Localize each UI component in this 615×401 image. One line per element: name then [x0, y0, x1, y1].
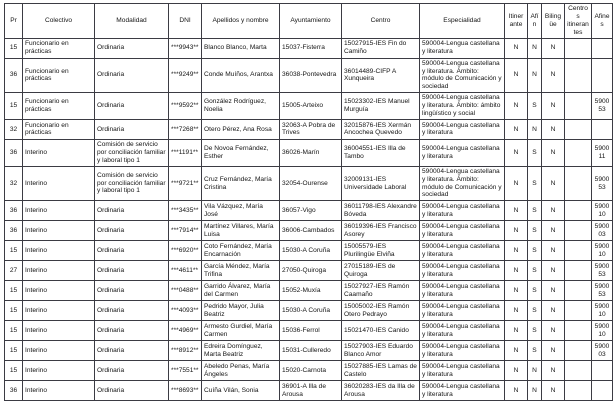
table-cell: Interino: [23, 201, 95, 221]
table-cell: 590004-Lengua castellana y literatura: [420, 301, 505, 321]
table-cell: 36: [5, 201, 23, 221]
table-cell: 15: [5, 361, 23, 381]
table-cell: 27015189-IES de Quiroga: [342, 261, 420, 281]
table-cell: 590004-Lengua castellana y literatura. Ámbito: módulo de Comunicación y sociedad: [420, 58, 505, 93]
table-cell: ***8912**: [169, 341, 202, 361]
table-cell: 15027885-IES Lamas de Castelo: [342, 361, 420, 381]
table-cell: Martínez Villares, María Luisa: [202, 221, 280, 241]
table-cell: 32: [5, 166, 23, 201]
table-cell: Interino: [23, 241, 95, 261]
table-cell: 15023302-IES Manuel Murguía: [342, 93, 420, 120]
table-cell: N: [505, 38, 528, 58]
table-cell: N: [542, 301, 565, 321]
table-cell: S: [528, 241, 542, 261]
table-cell: N: [542, 93, 565, 120]
table-cell: 590004-Lengua castellana y literatura: [420, 241, 505, 261]
table-cell: 590053: [592, 93, 613, 120]
table-row: [5, 381, 613, 401]
table-cell: 32015876-IES Xermán Ancochea Quevedo: [342, 119, 420, 139]
table-cell: S: [528, 261, 542, 281]
table-cell: ***6920**: [169, 241, 202, 261]
table-cell: 15005579-IES Plurilingüe Elviña: [342, 241, 420, 261]
table-cell: Interino: [23, 221, 95, 241]
table-cell: Comisión de servicio por conciliación familiar y laboral tipo 1: [95, 139, 169, 166]
table-cell: ***8693**: [169, 381, 202, 401]
table-cell: Ordinaria: [95, 241, 169, 261]
table-cell: N: [542, 139, 565, 166]
table-row: [5, 38, 613, 58]
table-cell: ***0488**: [169, 281, 202, 301]
table-cell: N: [528, 361, 542, 381]
table-cell: [565, 301, 592, 321]
table-cell: Ordinaria: [95, 201, 169, 221]
table-cell: 36006-Cambados: [280, 221, 342, 241]
table-row: [5, 281, 613, 301]
table-cell: N: [542, 281, 565, 301]
table-cell: Ordinaria: [95, 221, 169, 241]
table-cell: 36019396-IES Francisco Asorey: [342, 221, 420, 241]
table-cell: 36011798-IES Alexandre Bóveda: [342, 201, 420, 221]
table-cell: Funcionario en prácticas: [23, 58, 95, 93]
table-cell: Ordinaria: [95, 93, 169, 120]
table-cell: 27: [5, 261, 23, 281]
table-cell: Funcionario en prácticas: [23, 38, 95, 58]
table-cell: N: [542, 58, 565, 93]
column-header: Afines: [592, 4, 613, 39]
table-cell: N: [505, 321, 528, 341]
table-row: [5, 261, 613, 281]
table-cell: N: [505, 241, 528, 261]
table-cell: [565, 361, 592, 381]
table-cell: [565, 201, 592, 221]
table-cell: 36057-Vigo: [280, 201, 342, 221]
table-cell: 590003: [592, 341, 613, 361]
table-cell: 590004-Lengua castellana y literatura: [420, 139, 505, 166]
table-cell: N: [505, 166, 528, 201]
table-cell: 15: [5, 93, 23, 120]
table-cell: N: [542, 201, 565, 221]
table-cell: ***9249**: [169, 58, 202, 93]
table-cell: N: [542, 341, 565, 361]
table-cell: Otero Pérez, Ana Rosa: [202, 119, 280, 139]
table-cell: 36: [5, 221, 23, 241]
table-cell: 15021470-IES Canido: [342, 321, 420, 341]
table-cell: ***9721**: [169, 166, 202, 201]
table-cell: Ordinaria: [95, 361, 169, 381]
table-cell: 36901-A Illa de Arousa: [280, 381, 342, 401]
table-cell: Interino: [23, 301, 95, 321]
column-header: Modalidad: [95, 4, 169, 39]
table-cell: Garrido Álvarez, María del Carmen: [202, 281, 280, 301]
column-header: DNI: [169, 4, 202, 39]
table-cell: 15030-A Coruña: [280, 301, 342, 321]
table-cell: Pedrido Mayor, Julia Beatriz: [202, 301, 280, 321]
table-cell: 15: [5, 38, 23, 58]
table-cell: N: [505, 281, 528, 301]
table-cell: [565, 341, 592, 361]
table-cell: Ordinaria: [95, 38, 169, 58]
table-cell: N: [542, 221, 565, 241]
table-cell: 15: [5, 241, 23, 261]
table-cell: S: [528, 201, 542, 221]
table-cell: [592, 361, 613, 381]
table-cell: 590004-Lengua castellana y literatura: [420, 221, 505, 241]
table-cell: [565, 281, 592, 301]
column-header: Itinerante: [505, 4, 528, 39]
table-cell: 590004-Lengua castellana y literatura. Ámbito: ámbito lingüístico y social: [420, 93, 505, 120]
table-header-row: [5, 4, 613, 39]
table-cell: S: [528, 221, 542, 241]
table-cell: Interino: [23, 381, 95, 401]
table-cell: N: [542, 261, 565, 281]
table-cell: 27050-Quiroga: [280, 261, 342, 281]
table-cell: S: [528, 139, 542, 166]
table-cell: N: [505, 221, 528, 241]
table-cell: S: [528, 321, 542, 341]
table-cell: Ordinaria: [95, 321, 169, 341]
table-cell: [565, 261, 592, 281]
table-cell: Ordinaria: [95, 341, 169, 361]
table-cell: 15027927-IES Ramón Caamaño: [342, 281, 420, 301]
column-header: Colectivo: [23, 4, 95, 39]
table-cell: 15052-Muxía: [280, 281, 342, 301]
column-header: Bilingüe: [542, 4, 565, 39]
table-row: [5, 93, 613, 120]
table-cell: 590010: [592, 301, 613, 321]
table-cell: Ordinaria: [95, 381, 169, 401]
table-cell: ***7551**: [169, 361, 202, 381]
table-cell: 32054-Ourense: [280, 166, 342, 201]
table-cell: 15031-Culleredo: [280, 341, 342, 361]
table-row: [5, 301, 613, 321]
table-cell: 15005-Arteixo: [280, 93, 342, 120]
table-cell: 590011: [592, 139, 613, 166]
table-cell: Coto Fernández, María Encarnación: [202, 241, 280, 261]
table-cell: 590004-Lengua castellana y literatura: [420, 201, 505, 221]
table-cell: Vila Vázquez, María José: [202, 201, 280, 221]
staff-assignments-table: [4, 3, 613, 401]
table-cell: Comisión de servicio por conciliación familiar y laboral tipo 1: [95, 166, 169, 201]
table-cell: 590053: [592, 166, 613, 201]
table-cell: N: [542, 166, 565, 201]
table-cell: [565, 38, 592, 58]
column-header: Centros itinerantes: [565, 4, 592, 39]
column-header: Pr: [5, 4, 23, 39]
table-cell: [565, 58, 592, 93]
table-cell: Interino: [23, 139, 95, 166]
table-cell: ***4969**: [169, 321, 202, 341]
table-cell: [565, 119, 592, 139]
table-cell: N: [505, 139, 528, 166]
table-cell: 32063-A Pobra de Trives: [280, 119, 342, 139]
table-cell: Interino: [23, 321, 95, 341]
table-cell: N: [542, 361, 565, 381]
table-cell: 590004-Lengua castellana y literatura: [420, 281, 505, 301]
table-cell: 15: [5, 321, 23, 341]
column-header: Apellidos y nombre: [202, 4, 280, 39]
table-cell: ***3435**: [169, 201, 202, 221]
table-cell: S: [528, 341, 542, 361]
table-cell: 36020283-IES da Illa de Arousa: [342, 381, 420, 401]
table-cell: 590004-Lengua castellana y literatura: [420, 38, 505, 58]
table-cell: [592, 38, 613, 58]
table-cell: 590004-Lengua castellana y literatura: [420, 381, 505, 401]
table-cell: [592, 119, 613, 139]
table-cell: 590053: [592, 281, 613, 301]
table-cell: 36: [5, 139, 23, 166]
table-cell: N: [542, 241, 565, 261]
table-cell: [592, 58, 613, 93]
table-cell: 36014489-CIFP A Xunqueira: [342, 58, 420, 93]
table-cell: 15027903-IES Eduardo Blanco Amor: [342, 341, 420, 361]
table-cell: 36004551-IES Illa de Tambo: [342, 139, 420, 166]
table-cell: N: [505, 361, 528, 381]
table-row: [5, 341, 613, 361]
table-cell: [565, 321, 592, 341]
table-cell: ***1191**: [169, 139, 202, 166]
table-cell: N: [542, 38, 565, 58]
column-header: Centro: [342, 4, 420, 39]
table-cell: N: [528, 119, 542, 139]
table-cell: 15: [5, 281, 23, 301]
table-cell: N: [505, 341, 528, 361]
table-cell: Armesto Gurdiel, María Carmen: [202, 321, 280, 341]
table-cell: González Rodríguez, Noelia: [202, 93, 280, 120]
table-cell: N: [528, 381, 542, 401]
table-cell: N: [542, 381, 565, 401]
table-row: [5, 166, 613, 201]
table-cell: S: [528, 281, 542, 301]
table-cell: 36026-Marín: [280, 139, 342, 166]
table-cell: 590053: [592, 261, 613, 281]
table-row: [5, 119, 613, 139]
table-cell: Interino: [23, 166, 95, 201]
table-cell: Funcionario en prácticas: [23, 119, 95, 139]
table-row: [5, 221, 613, 241]
table-cell: N: [528, 58, 542, 93]
table-row: [5, 241, 613, 261]
table-cell: Funcionario en prácticas: [23, 93, 95, 120]
table-cell: 15005002-IES Ramón Otero Pedrayo: [342, 301, 420, 321]
table-cell: Cuíña Vilán, Sonia: [202, 381, 280, 401]
table-cell: N: [542, 321, 565, 341]
table-cell: N: [505, 93, 528, 120]
table-cell: 32: [5, 119, 23, 139]
table-cell: 590004-Lengua castellana y literatura: [420, 119, 505, 139]
table-cell: 15036-Ferrol: [280, 321, 342, 341]
table-cell: Ordinaria: [95, 261, 169, 281]
table-cell: N: [505, 261, 528, 281]
table-cell: ***7914**: [169, 221, 202, 241]
table-cell: Ordinaria: [95, 301, 169, 321]
table-cell: N: [505, 58, 528, 93]
table-cell: 36: [5, 58, 23, 93]
table-row: [5, 361, 613, 381]
table-cell: 36: [5, 381, 23, 401]
table-cell: Abeledo Penas, María Ángeles: [202, 361, 280, 381]
table-cell: S: [528, 301, 542, 321]
table-cell: 590004-Lengua castellana y literatura: [420, 361, 505, 381]
table-cell: 590004-Lengua castellana y literatura: [420, 261, 505, 281]
table-cell: 32009131-IES Universidade Laboral: [342, 166, 420, 201]
table-cell: N: [505, 381, 528, 401]
table-cell: N: [505, 201, 528, 221]
table-cell: [565, 139, 592, 166]
column-header: Especialidad: [420, 4, 505, 39]
table-cell: [565, 381, 592, 401]
table-cell: N: [528, 38, 542, 58]
table-cell: 15030-A Coruña: [280, 241, 342, 261]
table-cell: ***4093**: [169, 301, 202, 321]
table-row: [5, 201, 613, 221]
table-cell: 15020-Carnota: [280, 361, 342, 381]
table-cell: [565, 221, 592, 241]
table-cell: Ordinaria: [95, 119, 169, 139]
table-cell: García Méndez, María Trifina: [202, 261, 280, 281]
table-cell: Edreira Domínguez, Marta Beatriz: [202, 341, 280, 361]
table-cell: De Novoa Fernández, Esther: [202, 139, 280, 166]
table-row: [5, 139, 613, 166]
table-cell: N: [505, 301, 528, 321]
table-row: [5, 321, 613, 341]
table-cell: 590003: [592, 221, 613, 241]
table-cell: 590010: [592, 321, 613, 341]
table-cell: Interino: [23, 341, 95, 361]
table-cell: ***4611**: [169, 261, 202, 281]
column-header: Afín: [528, 4, 542, 39]
table-cell: 15027915-IES Fin do Camiño: [342, 38, 420, 58]
table-cell: 590010: [592, 241, 613, 261]
table-cell: [565, 241, 592, 261]
table-cell: 590004-Lengua castellana y literatura: [420, 341, 505, 361]
table-cell: Interino: [23, 261, 95, 281]
table-cell: 590004-Lengua castellana y literatura. Ámbito: módulo de Comunicación y sociedad: [420, 166, 505, 201]
table-cell: N: [542, 119, 565, 139]
table-cell: Interino: [23, 361, 95, 381]
table-cell: S: [528, 166, 542, 201]
table-cell: ***7268**: [169, 119, 202, 139]
table-cell: 590010: [592, 201, 613, 221]
column-header: Ayuntamiento: [280, 4, 342, 39]
table-cell: [592, 381, 613, 401]
table-cell: Conde Muíños, Arantxa: [202, 58, 280, 93]
table-cell: Ordinaria: [95, 281, 169, 301]
table-cell: ***9592**: [169, 93, 202, 120]
table-row: [5, 58, 613, 93]
table-cell: ***9943**: [169, 38, 202, 58]
table-cell: Cruz Fernández, María Cristina: [202, 166, 280, 201]
table-cell: 15037-Fisterra: [280, 38, 342, 58]
table-cell: 15: [5, 301, 23, 321]
table-cell: Interino: [23, 281, 95, 301]
table-cell: Ordinaria: [95, 58, 169, 93]
table-cell: N: [505, 119, 528, 139]
table-cell: S: [528, 93, 542, 120]
table-cell: 15: [5, 341, 23, 361]
table-cell: Blanco Blanco, Marta: [202, 38, 280, 58]
table-cell: 590004-Lengua castellana y literatura: [420, 321, 505, 341]
table-cell: [565, 93, 592, 120]
table-cell: 36038-Pontevedra: [280, 58, 342, 93]
table-cell: [565, 166, 592, 201]
